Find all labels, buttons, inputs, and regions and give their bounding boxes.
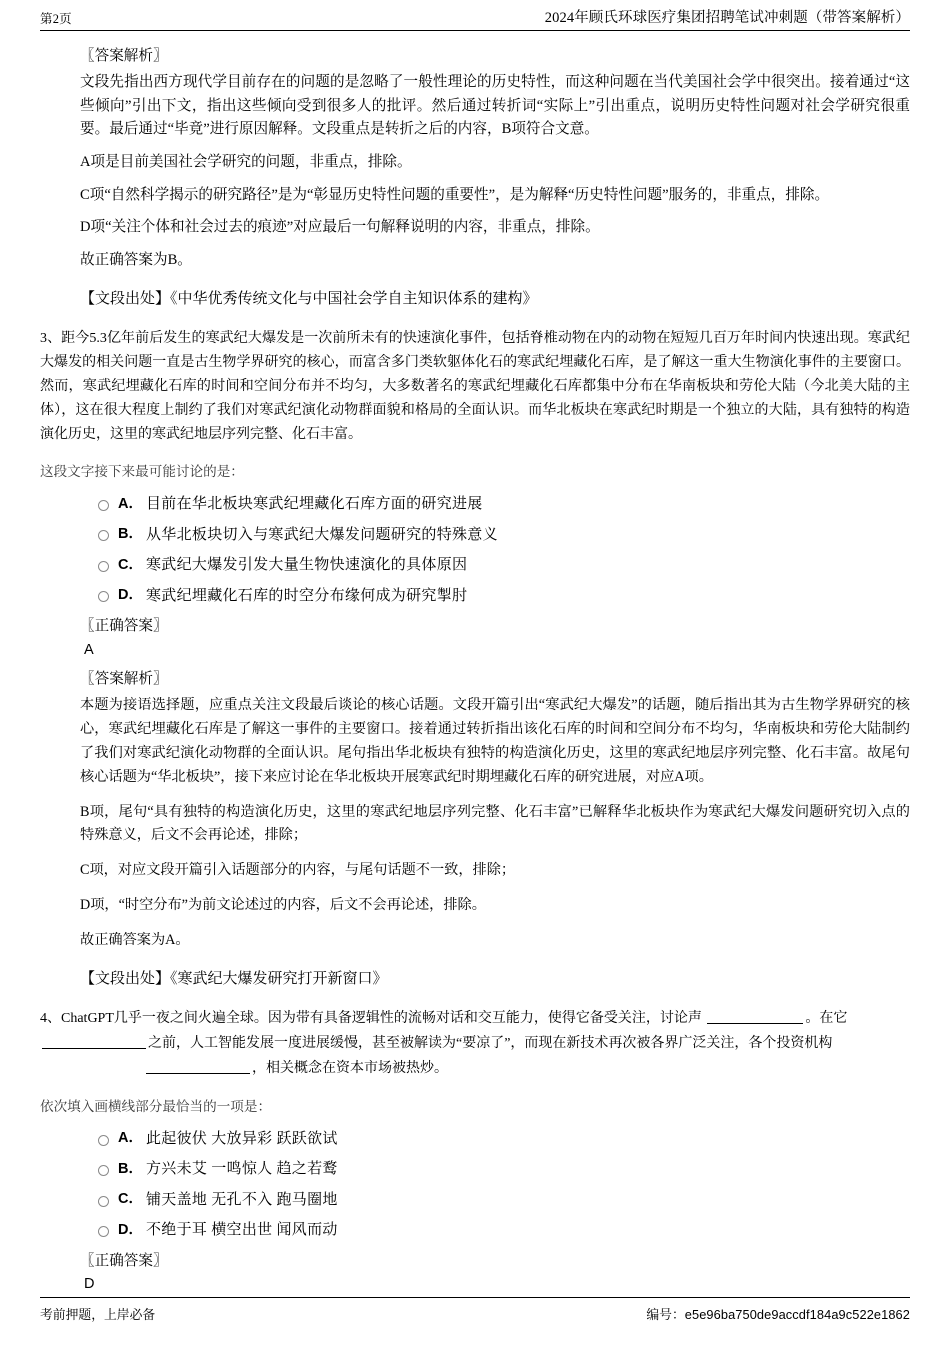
q4-passage-line-2	[40, 1032, 910, 1057]
q4-option-b-letter: B．	[118, 1160, 143, 1177]
radio-button-icon[interactable]	[98, 591, 109, 602]
q3-option-c-letter: C．	[118, 556, 143, 573]
q4-prompt: 依次填入画横线部分最恰当的一项是：	[40, 1098, 272, 1114]
document-title: 2024年顾氏环球医疗集团招聘笔试冲刺题（带答案解析）	[544, 10, 910, 26]
q3-option-d-letter: D．	[118, 587, 143, 604]
q4-option-a-text: 此起彼伏 大放异彩 跃跃欲试	[146, 1130, 338, 1147]
q4-blank-3[interactable]	[146, 1060, 250, 1074]
q4-option-d-letter: D．	[118, 1221, 143, 1238]
q2-analysis-label: 〖答案解析〗	[80, 48, 168, 65]
q3-option-d[interactable]	[98, 585, 910, 608]
footer-identifier	[646, 1304, 910, 1323]
q4-option-d-text: 不绝于耳 横空出世 闻风而动	[146, 1222, 338, 1239]
radio-button-icon[interactable]	[98, 530, 109, 541]
q3-analysis-option-c: C项，对应文段开篇引入话题部分的内容，与尾句话题不一致，排除；	[80, 862, 516, 879]
q2-analysis-option-a: A项是目前美国社会学研究的问题，非重点，排除。	[80, 153, 412, 170]
q3-analysis-label: 〖答案解析〗	[80, 671, 168, 688]
q3-option-b-letter: B．	[118, 526, 143, 543]
footer-id-value: e5e96ba750de9accdf184a9c522e1862	[684, 1307, 910, 1322]
q4-option-list	[40, 1128, 910, 1242]
radio-button-icon[interactable]	[98, 500, 109, 511]
q4-answer-label: 〖正确答案〗	[80, 1252, 168, 1269]
q4-option-d[interactable]	[98, 1219, 910, 1242]
q3-option-d-text: 寒武纪埋藏化石库的时空分布缘何成为研究掣肘	[146, 587, 468, 604]
q4-option-a-letter: A．	[118, 1130, 143, 1147]
page-number: 第2页	[40, 12, 72, 27]
q4-blank-2[interactable]	[42, 1035, 146, 1049]
q2-analysis-option-c: C项“自然科学揭示的研究路径”是为“彰显历史特性问题的重要性”，是为解释“历史特性问题”服务的，非重点，排除。	[80, 186, 830, 203]
q4-passage-line-1	[40, 1007, 910, 1032]
radio-button-icon[interactable]	[98, 1135, 109, 1146]
radio-button-icon[interactable]	[98, 1165, 109, 1176]
footer-slogan: 考前押题，上岸必备	[40, 1308, 156, 1322]
q3-option-b-text: 从华北板块切入与寒武纪大爆发问题研究的特殊意义	[146, 526, 498, 543]
q4-passage-line-3	[40, 1057, 910, 1082]
q4-text-c: 之前，人工智能发展一度进展缓慢，甚至被解读为“要凉了”，而现在新技术再次被各界广泛关注，各个投资机构	[148, 1036, 833, 1051]
radio-button-icon[interactable]	[98, 561, 109, 572]
q3-option-c-text: 寒武纪大爆发引发大量生物快速演化的具体原因	[146, 557, 468, 574]
q3-analysis-option-d: D项，“时空分布”为前文论述过的内容，后文不会再论述，排除。	[80, 897, 486, 914]
footer-id-label: 编号：	[646, 1308, 685, 1322]
radio-button-icon[interactable]	[98, 1226, 109, 1237]
q4-option-b-text: 方兴未艾 一鸣惊人 趋之若鹜	[146, 1161, 338, 1178]
q4-text-a: 4、ChatGPT几乎一夜之间火遍全球。因为带有具备逻辑性的流畅对话和交互能力，使得它备受关注，讨论声	[40, 1011, 706, 1027]
q4-text-d: ，相关概念在资本市场被热炒。	[252, 1060, 448, 1076]
q3-option-c[interactable]	[98, 554, 910, 577]
q4-passage	[40, 1007, 910, 1082]
q3-prompt: 这段文字接下来最可能讨论的是：	[40, 464, 244, 480]
q4-option-a[interactable]	[98, 1128, 910, 1151]
q3-analysis-main: 本题为接语选择题，应重点关注文段最后谈论的核心话题。文段开篇引出“寒武纪大爆发”的话题，随后指出其为古生物学界研究的核心，寒武纪埋藏化石库是了解这一事件的主要窗口。接着通过转折指出该化石库的时间和空间分布不均匀，华南板块和劳伦大陆制约了我们对寒武纪演化动物群的全面认识。尾句指出华北板块有独特的构造演化历史，这里的寒武纪地层序列完整、化石丰富。故尾句核心话题为“华北板块”，接下来应讨论在华北板块开展寒武纪时期埋藏化石库的研究进展，对应A项。	[80, 697, 910, 785]
q4-option-c-letter: C．	[118, 1191, 143, 1208]
q3-option-a[interactable]	[98, 493, 910, 516]
document-body	[40, 31, 910, 1295]
q4-blank-1[interactable]	[707, 1010, 803, 1024]
page-header	[40, 0, 910, 31]
q2-source-citation: 【文段出处】《中华优秀传统文化与中国社会学自主知识体系的建构》	[80, 290, 538, 307]
q3-option-b[interactable]	[98, 524, 910, 547]
q3-passage: 3、距今5.3亿年前后发生的寒武纪大爆发是一次前所未有的快速演化事件，包括脊椎动物在内的动物在短短几百万年时间内快速出现。寒武纪大爆发的相关问题一直是古生物学界研究的核心，而富含多门类软躯体化石的寒武纪埋藏化石库，是了解这一重大生物演化事件的主要窗口。然而，寒武纪埋藏化石库的时间和空间分布并不均匀，大多数著名的寒武纪埋藏化石库都集中分布在华南板块和劳伦大陆（今北美大陆的主体），这在很大程度上制约了我们对寒武纪演化动物群面貌和格局的全面认识。而华北板块在寒武纪时期是一个独立的大陆，具有独特的构造演化历史，这里的寒武纪地层序列完整、化石丰富。	[40, 330, 910, 443]
q2-analysis-option-d: D项“关注个体和社会过去的痕迹”对应最后一句解释说明的内容，非重点，排除。	[80, 219, 600, 236]
q3-answer-label: 〖正确答案〗	[80, 618, 168, 635]
q2-analysis-main: 文段先指出西方现代学目前存在的问题的是忽略了一般性理论的历史特性，而这种问题在当代美国社会学中很突出。接着通过“这些倾向”引出下文，指出这些倾向受到很多人的批评。然后通过转折词“实际上”引出重点，说明历史特性问题对社会学研究很重要。最后通过“毕竟”进行原因解释。文段重点是转折之后的内容，B项符合文意。	[80, 74, 910, 138]
radio-button-icon[interactable]	[98, 1196, 109, 1207]
q4-answer-letter: D	[84, 1276, 95, 1293]
q2-analysis-conclusion: 故正确答案为B。	[80, 251, 192, 268]
q4-option-c-text: 铺天盖地 无孔不入 跑马圈地	[146, 1191, 338, 1208]
page-footer	[40, 1297, 910, 1323]
q3-analysis-conclusion: 故正确答案为A。	[80, 931, 190, 948]
q4-option-b[interactable]	[98, 1158, 910, 1181]
q3-source-citation: 【文段出处】《寒武纪大爆发研究打开新窗口》	[80, 970, 388, 987]
q4-text-b: 。在它	[805, 1011, 848, 1027]
q4-option-c[interactable]	[98, 1189, 910, 1212]
q3-analysis-option-b: B项，尾句“具有独特的构造演化历史，这里的寒武纪地层序列完整、化石丰富”已解释华北板块作为寒武纪大爆发问题研究切入点的特殊意义，后文不会再论述，排除；	[80, 803, 910, 844]
q3-option-a-letter: A．	[118, 495, 143, 512]
q3-option-a-text: 目前在华北板块寒武纪埋藏化石库方面的研究进展	[146, 496, 483, 513]
q3-answer-letter: A	[84, 641, 94, 658]
q3-option-list	[40, 493, 910, 607]
